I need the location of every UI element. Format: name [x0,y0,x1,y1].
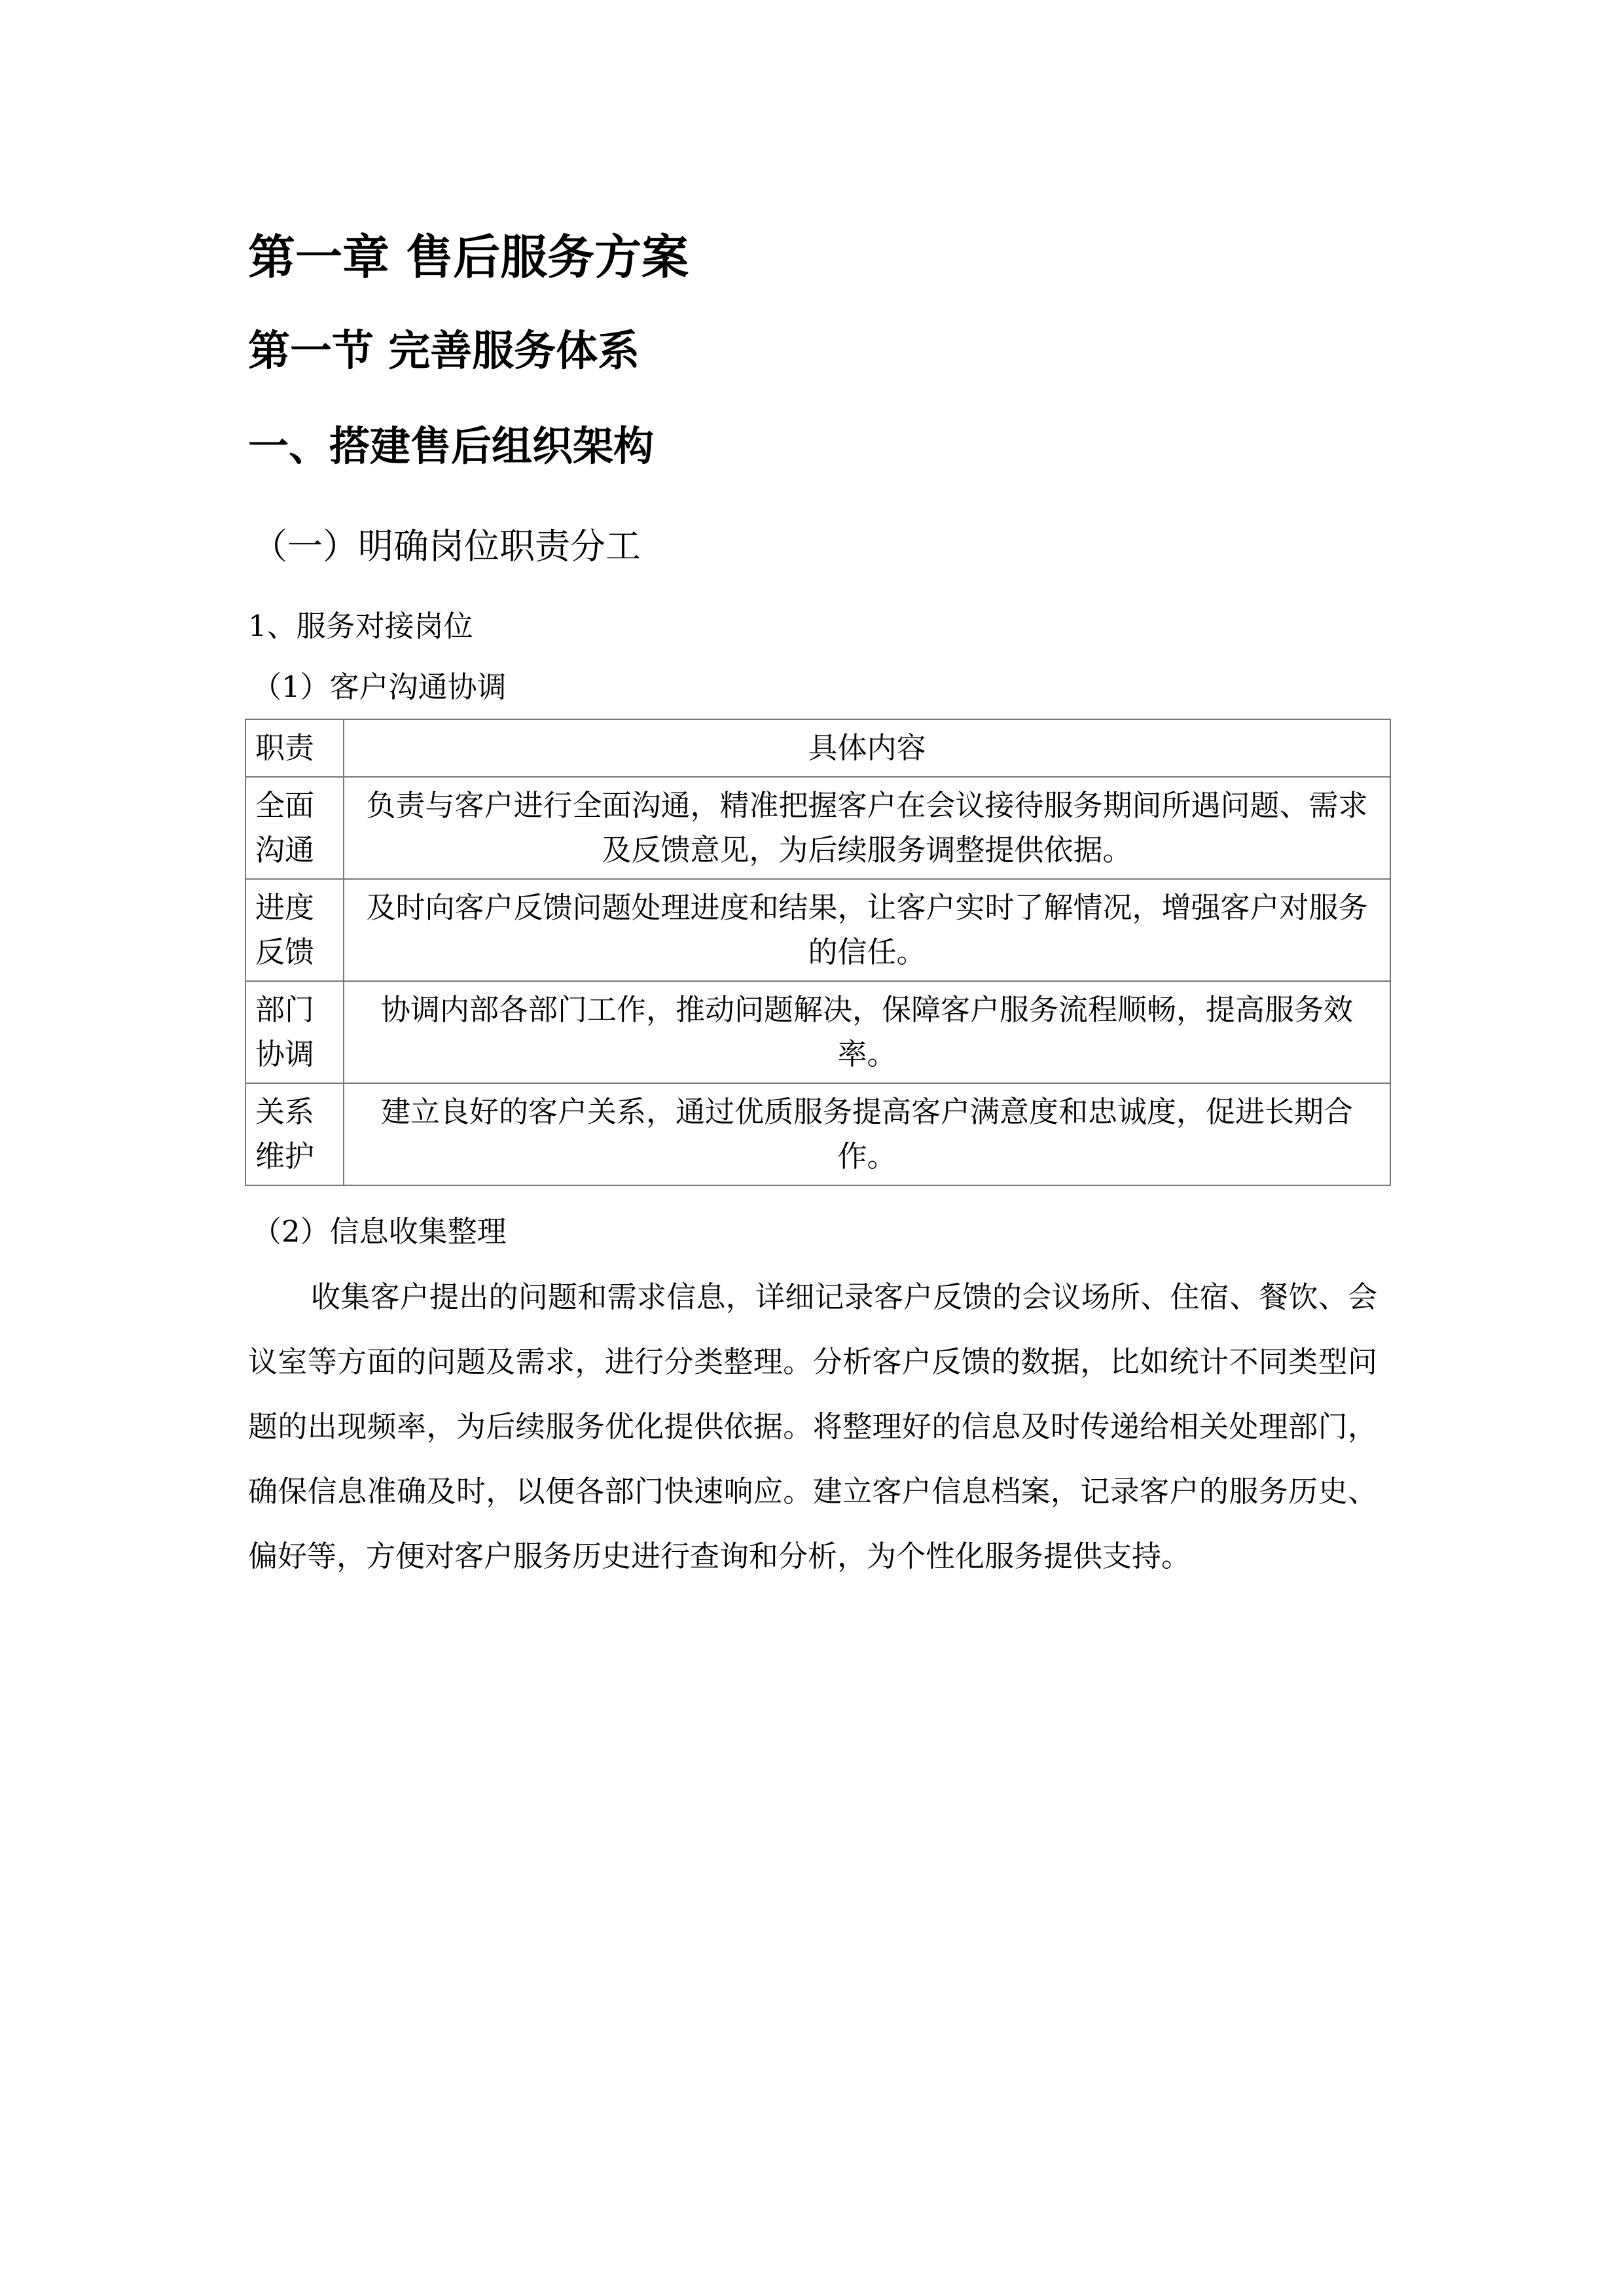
duty-cell: 关系维护 [245,1083,344,1185]
table-row [245,981,1390,1083]
sub-item-heading: （2）信息收集整理 [252,1214,507,1249]
header-content: 具体内容 [344,719,1390,777]
duty-cell: 进度反馈 [245,879,344,981]
duty-cell: 部门协调 [245,981,344,1083]
content-cell: 及时向客户反馈问题处理进度和结果，让客户实时了解情况，增强客户对服务的信任。 [344,879,1390,981]
content-cell: 负责与客户进行全面沟通，精准把握客户在会议接待服务期间所遇问题、需求及反馈意见，为后续服务调整提供依据。 [344,777,1390,879]
duty-cell: 全面沟通 [245,777,344,879]
duty-table [245,719,1391,1186]
table-row [245,879,1390,981]
chapter-title: 第一章 售后服务方案 [248,230,689,285]
content-cell: 建立良好的客户关系，通过优质服务提高客户满意度和忠诚度，促进长期合作。 [344,1083,1390,1185]
table-row [245,1083,1390,1185]
sub-item-heading: （1）客户沟通协调 [252,670,507,704]
table-row [245,777,1390,879]
body-paragraph: 收集客户提出的问题和需求信息，详细记录客户反馈的会议场所、住宿、餐饮、会议室等方面的问题及需求，进行分类整理。分析客户反馈的数据，比如统计不同类型问题的出现频率，为后续服务优化提供依据。将整理好的信息及时传递给相关处理部门，确保信息准确及时，以便各部门快速响应。建立客户信息档案，记录客户的服务历史、偏好等，方便对客户服务历史进行查询和分析，为个性化服务提供支持。 [248,1280,1377,1573]
subsection-title: 一、搭建售后组织架构 [248,422,655,470]
section-title: 第一节 完善服务体系 [248,327,640,376]
content-cell: 协调内部各部门工作，推动问题解决，保障客户服务流程顺畅，提高服务效率。 [344,981,1390,1083]
sub-heading: （一）明确岗位职责分工 [252,526,641,567]
item-heading: 1、服务对接岗位 [248,609,473,643]
table-header-row [245,719,1390,777]
header-duty: 职责 [245,719,344,777]
